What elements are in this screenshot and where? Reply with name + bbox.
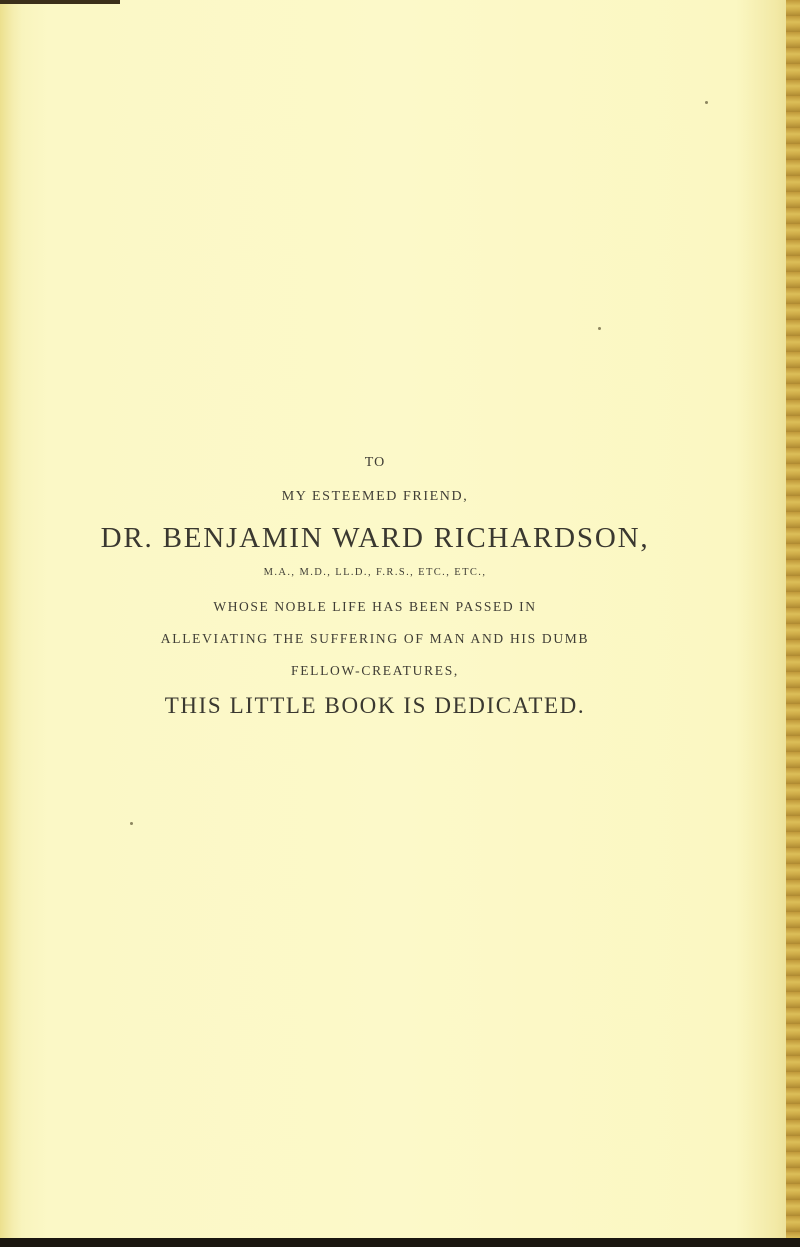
dedication-to: TO <box>364 455 386 470</box>
dedication-friend: MY ESTEEMED FRIEND, <box>281 489 469 504</box>
dedication-fellow-line: FELLOW-CREATURES, <box>290 663 460 678</box>
dedication-alleviating-line: ALLEVIATING THE SUFFERING OF MAN AND HIS DUMB <box>160 631 590 646</box>
dedication-closing-line: THIS LITTLE BOOK IS DEDICATED. <box>164 693 586 718</box>
dedicatee-degrees: M.A., M.D., LL.D., F.R.S., ETC., ETC., <box>263 567 487 578</box>
dedicatee-name: DR. BENJAMIN WARD RICHARDSON, <box>100 522 650 554</box>
dedication-whose-line: WHOSE NOBLE LIFE HAS BEEN PASSED IN <box>213 599 537 614</box>
